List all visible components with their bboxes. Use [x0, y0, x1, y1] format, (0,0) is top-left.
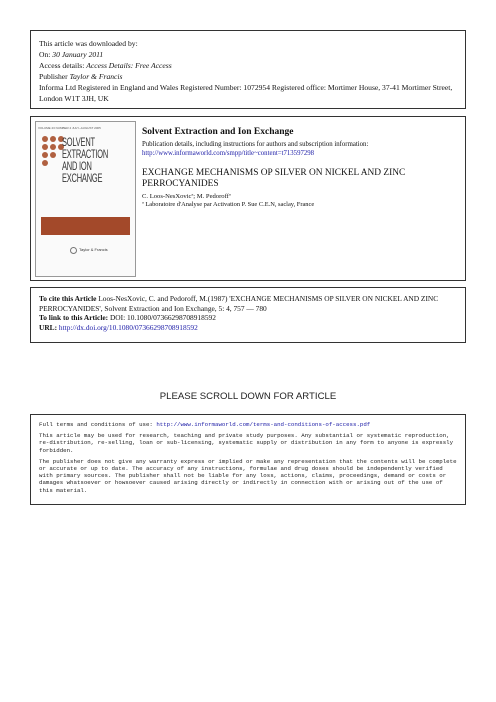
link-line: To link to this Article: DOI: 10.1080/07366298708918592 [39, 313, 216, 322]
publisher: Publisher Taylor & Francis [39, 72, 123, 81]
article-header-box [30, 116, 466, 281]
downloaded-by: This article was downloaded by: [39, 39, 138, 48]
download-info-box [30, 30, 466, 109]
journal-info [142, 125, 462, 208]
cover-title: SOLVENT EXTRACTION AND ION EXCHANGE [62, 135, 109, 185]
doi-text: DOI: 10.1080/07366298708918592 [109, 313, 216, 322]
terms-paragraph-1: This article may be used for research, teaching and private study purposes. Any substantial or systematic reproduction, re-distribution, re-selling, loan or sub-licensing, systematic supply or distribution in any form to anyone is expressly forbidden. [39, 432, 454, 454]
scroll-notice: PLEASE SCROLL DOWN FOR ARTICLE [159, 391, 337, 402]
informa-registration: Informa Ltd Registered in England and Wales Registered Number: 1072954 Registered office: Mortimer House, 37-41 Mortimer Street, London W1T 3JH, UK [39, 83, 453, 103]
citation-box [30, 287, 466, 343]
cover-red-band [41, 217, 130, 235]
journal-url-link[interactable]: http://www.informaworld.com/smpp/title~content=t713597298 [142, 150, 315, 157]
taylor-francis-logo-icon [70, 247, 77, 254]
terms-paragraph-2: The publisher does not give any warranty express or implied or make any representation that the contents will be complete or accurate or up to date. The accuracy of any instructions, formulae and drug doses should be independently verified with primary sources. The publisher shall not be liable for any loss, actions, claims, proceedings, demand or costs or damages whatsoever or howsoever caused arising directly or indirectly in connection with or arising out of the use of this material. [39, 457, 457, 494]
access-details: Access details: Access Details: Free Access [39, 61, 172, 70]
terms-box [30, 414, 466, 505]
publication-details: Publication details, including instructions for authors and subscription information: http://www.informaworld.com/smpp/title~content=t713597298 [142, 141, 369, 157]
cover-volume-text: VOLUME 23 NUMBER 4 JULY–AUGUST 2005 [38, 126, 101, 130]
download-date: On: 30 January 2011 [39, 50, 104, 59]
author-affiliation: ª Laboratoire d'Analyse par Activation P. Sue C.E.N, saclay, France [142, 201, 315, 208]
terms-url-link[interactable]: http://www.informaworld.com/terms-and-conditions-of-access.pdf [156, 421, 371, 428]
journal-cover-image [35, 121, 136, 277]
full-terms-line: Full terms and conditions of use: http://www.informaworld.com/terms-and-conditions-of-access.pdf [39, 421, 371, 428]
doi-url-link[interactable]: http://dx.doi.org/10.1080/07366298708918592 [58, 322, 198, 332]
cover-publisher-logo: Taylor & Francis [70, 246, 106, 257]
article-authors: C. Loos-NesXovicª; M. Pedoroffª [142, 193, 231, 200]
url-line: URL: http://dx.doi.org/10.1080/07366298708918592 [39, 322, 198, 332]
cite-line: To cite this Article Loos-NesXovic, C. and Pedoroff, M.(1987) 'EXCHANGE MECHANISMS OP SILVER ON NICKEL AND ZINC PERROCYANIDES', Solvent Extraction and Ion Exchange, 5: 4, 757 — 780 [39, 294, 439, 313]
journal-title: Solvent Extraction and Ion Exchange [142, 127, 294, 137]
article-title: EXCHANGE MECHANISMS OP SILVER ON NICKEL AND ZINC PERROCYANIDES [142, 168, 406, 189]
